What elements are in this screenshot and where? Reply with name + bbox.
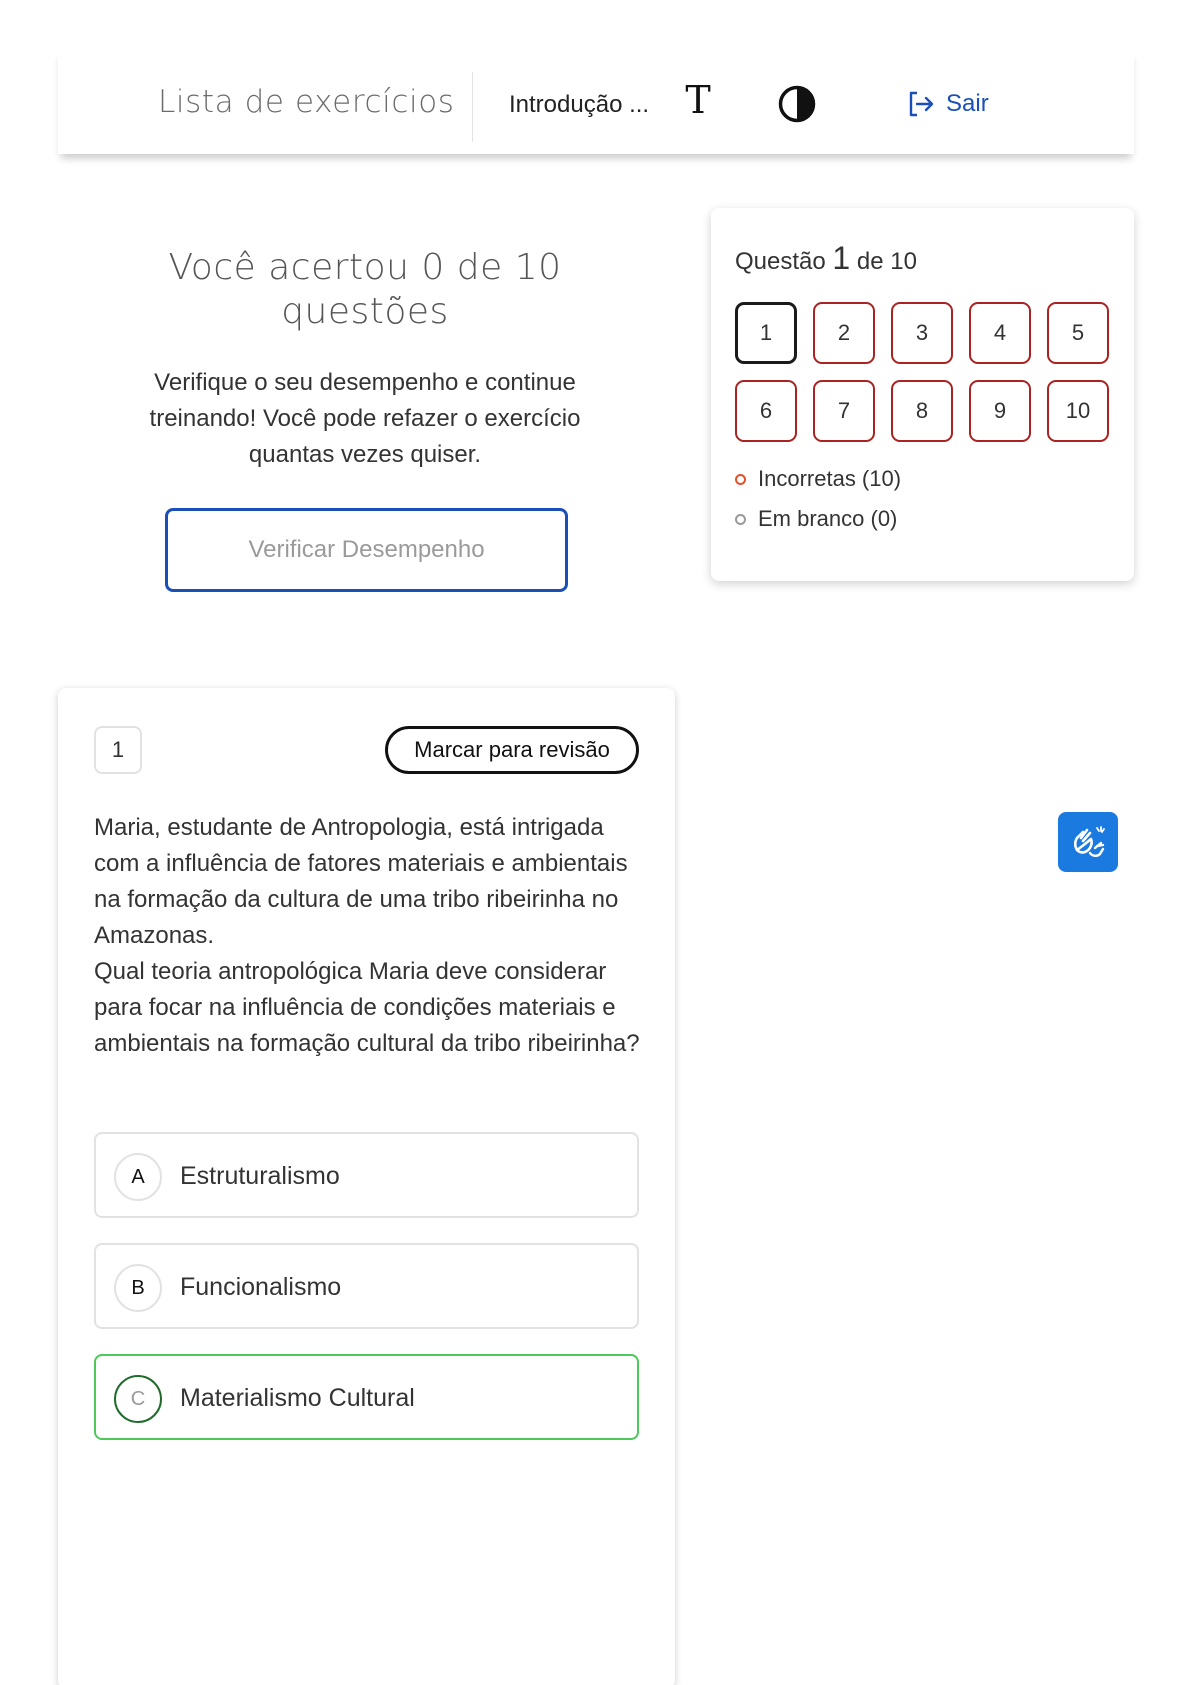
question-button-10[interactable]: 10: [1047, 380, 1109, 442]
legend-blank: [735, 506, 897, 532]
result-title: Você acertou 0 de 10 questões: [168, 247, 562, 332]
subject-title[interactable]: Introdução ...: [509, 91, 650, 118]
question-prompt: Qual teoria antropológica Maria deve considerar para focar na influência de condições materiais e ambientais na formação cultural da tribo ribeirinha?: [94, 958, 640, 1057]
question-button-8[interactable]: 8: [891, 380, 953, 442]
counter-prefix: Questão: [735, 248, 826, 275]
option-a[interactable]: [94, 1132, 639, 1218]
font-size-icon[interactable]: T: [685, 78, 711, 122]
top-bar: [58, 48, 1134, 154]
question-button-3[interactable]: 3: [891, 302, 953, 364]
option-c[interactable]: [94, 1354, 639, 1440]
question-button-6[interactable]: 6: [735, 380, 797, 442]
question-button-9[interactable]: 9: [969, 380, 1031, 442]
sign-language-icon: [1068, 822, 1108, 862]
option-b[interactable]: [94, 1243, 639, 1329]
legend-incorrect-label: Incorretas (10): [758, 466, 902, 491]
option-letter: A: [114, 1153, 162, 1201]
option-letter: B: [114, 1264, 162, 1312]
option-text: Estruturalismo: [180, 1162, 340, 1190]
counter-suffix: de 10: [856, 248, 917, 275]
legend-incorrect: [735, 466, 901, 492]
question-statement: [94, 810, 646, 1062]
question-button-7[interactable]: 7: [813, 380, 875, 442]
page-title: Lista de exercícios: [158, 84, 455, 120]
question-button-2[interactable]: 2: [813, 302, 875, 364]
contrast-icon[interactable]: [778, 85, 816, 123]
sign-language-button[interactable]: [1058, 812, 1118, 872]
question-number-badge: 1: [94, 726, 142, 774]
question-button-4[interactable]: 4: [969, 302, 1031, 364]
question-button-1[interactable]: 1: [735, 302, 797, 364]
question-counter: [735, 240, 917, 277]
option-text: Materialismo Cultural: [180, 1384, 415, 1412]
option-letter: C: [114, 1375, 162, 1423]
mark-for-review-button[interactable]: Marcar para revisão: [385, 726, 639, 774]
logout-label: Sair: [946, 90, 989, 117]
result-message: Verifique o seu desempenho e continue treinando! Você pode refazer o exercício quantas vezes quiser.: [149, 369, 581, 468]
header-divider: [472, 72, 473, 142]
question-context: Maria, estudante de Antropologia, está intrigada com a influência de fatores materiais e ambientais na formação da cultura de uma tribo ribeirinha no Amazonas.: [94, 814, 628, 949]
verify-performance-button[interactable]: Verificar Desempenho: [165, 508, 568, 592]
legend-blank-label: Em branco (0): [758, 506, 898, 531]
counter-current: 1: [832, 240, 851, 276]
question-navigator: [711, 208, 1134, 581]
logout-icon: [906, 89, 936, 119]
question-button-5[interactable]: 5: [1047, 302, 1109, 364]
option-text: Funcionalismo: [180, 1273, 342, 1301]
blank-dot-icon: [735, 514, 746, 525]
question-card: [58, 688, 675, 1685]
logout-button[interactable]: [906, 86, 989, 122]
incorrect-dot-icon: [735, 474, 746, 485]
